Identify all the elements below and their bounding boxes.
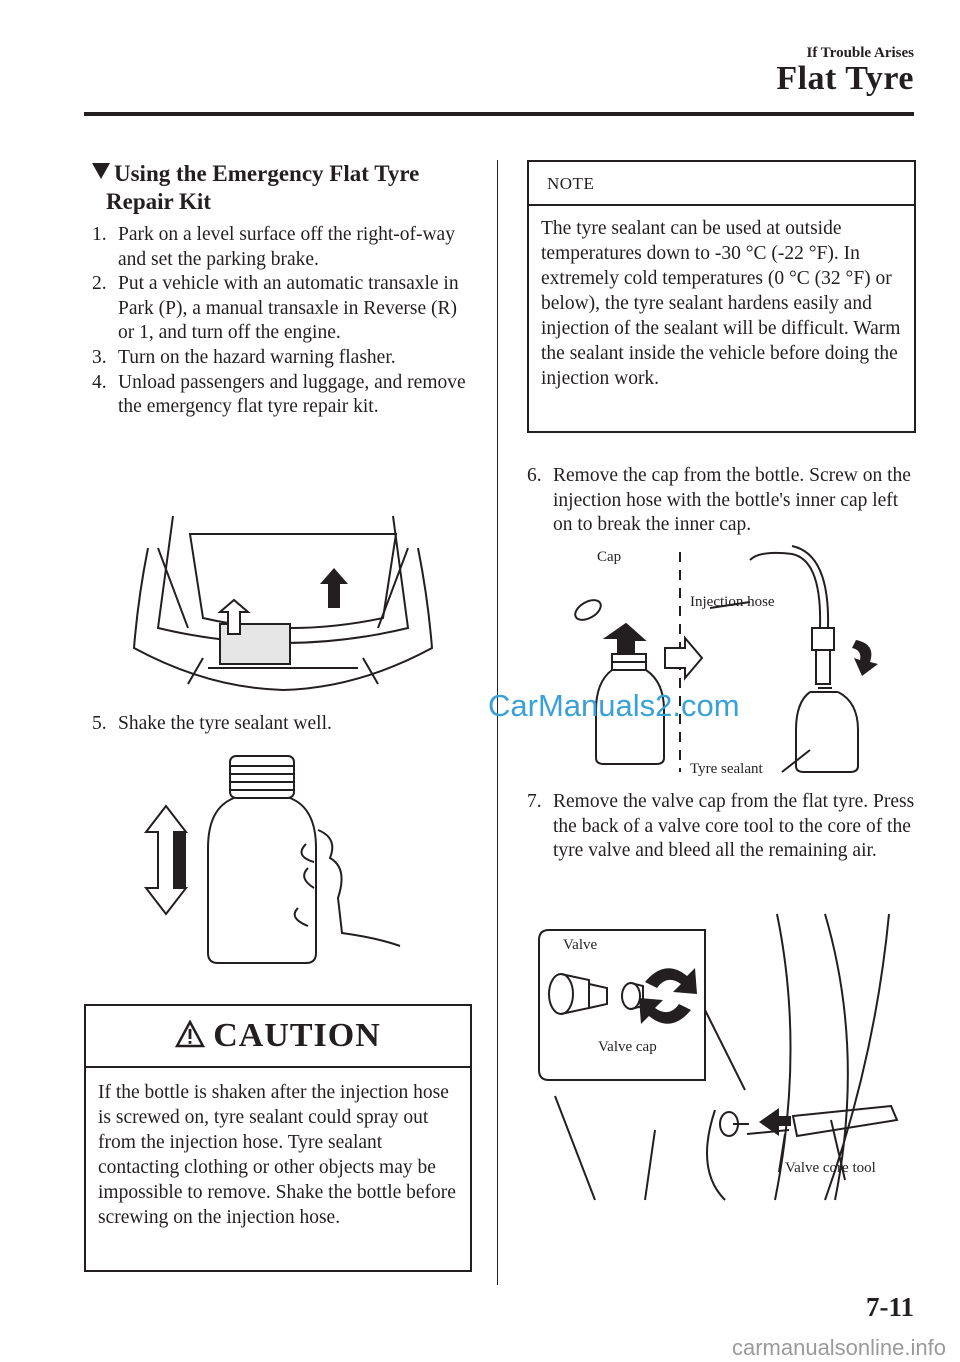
step-item: 5. Shake the tyre sealant well.	[92, 713, 332, 734]
section-heading-line1: Using the Emergency Flat Tyre	[114, 161, 420, 186]
rotate-arrow-icon	[852, 640, 878, 676]
footer-site: carmanualsonline.info	[731, 1335, 946, 1360]
figure-injection-hose	[560, 540, 890, 780]
note-title: NOTE	[529, 162, 914, 206]
caution-title: CAUTION	[86, 1006, 470, 1068]
step-item: 2. Put a vehicle with an automatic transaxle in Park (P), a manual transaxle in Reverse (R) or 1, and turn off the engine.	[92, 273, 459, 344]
chapter-name: If Trouble Arises	[806, 45, 914, 61]
section-triangle-icon	[92, 163, 110, 179]
arrow-icon	[146, 806, 186, 914]
label-valve: Valve	[563, 937, 598, 953]
step6-list	[527, 464, 915, 538]
label-tyre-sealant: Tyre sealant	[690, 761, 763, 777]
watermark: CarManuals2.com	[488, 688, 740, 723]
note-box	[527, 160, 916, 433]
page-number: 7-11	[865, 1292, 914, 1322]
step-item: 6. Remove the cap from the bottle. Screw on the injection hose with the bottle's inner cap left on to break the inner cap.	[527, 465, 911, 536]
figure-car-rear	[128, 508, 438, 694]
step-item: 4. Unload passengers and luggage, and remove the emergency flat tyre repair kit.	[92, 371, 466, 418]
figure-shake-bottle	[138, 748, 428, 978]
step7-list	[527, 790, 915, 864]
page-title: Flat Tyre	[776, 60, 914, 97]
step-item: 1. Park on a level surface off the right-of-way and set the parking brake.	[92, 224, 455, 270]
section-heading	[92, 160, 482, 216]
step-item: 7. Remove the valve cap from the flat tyre. Press the back of a valve core tool to the core of the tyre valve and bleed all the remaining air.	[527, 791, 915, 862]
step5-list	[92, 712, 477, 737]
label-valve-cap: Valve cap	[598, 1039, 657, 1055]
warning-triangle-icon	[175, 1008, 205, 1068]
caution-box	[84, 1004, 472, 1272]
rotate-arrow-icon	[639, 968, 697, 1024]
section-heading-line2: Repair Kit	[106, 189, 211, 214]
label-cap: Cap	[597, 549, 622, 565]
header-rule	[84, 112, 914, 116]
step-item: 3. Turn on the hazard warning flasher.	[92, 346, 396, 368]
caution-text: If the bottle is shaken after the injection hose is screwed on, tyre sealant could spray out from the injection hose. Tyre sealant contacting clothing or other objects may be impossible to remove. Shake the bottle before screwing on the injection hose.	[98, 1082, 456, 1228]
steps-list-left	[92, 223, 477, 420]
note-text: The tyre sealant can be used at outside temperatures down to -30 °C (-22 °F). In extremely cold temperatures (0 °C (32 °F) or below), the tyre sealant hardens easily and injection of the sealant will be difficult. Warm the sealant inside the vehicle before doing the injection work.	[541, 218, 901, 389]
label-valve-core-tool: Valve core tool	[785, 1160, 876, 1176]
label-injection-hose: Injection hose	[690, 594, 775, 610]
